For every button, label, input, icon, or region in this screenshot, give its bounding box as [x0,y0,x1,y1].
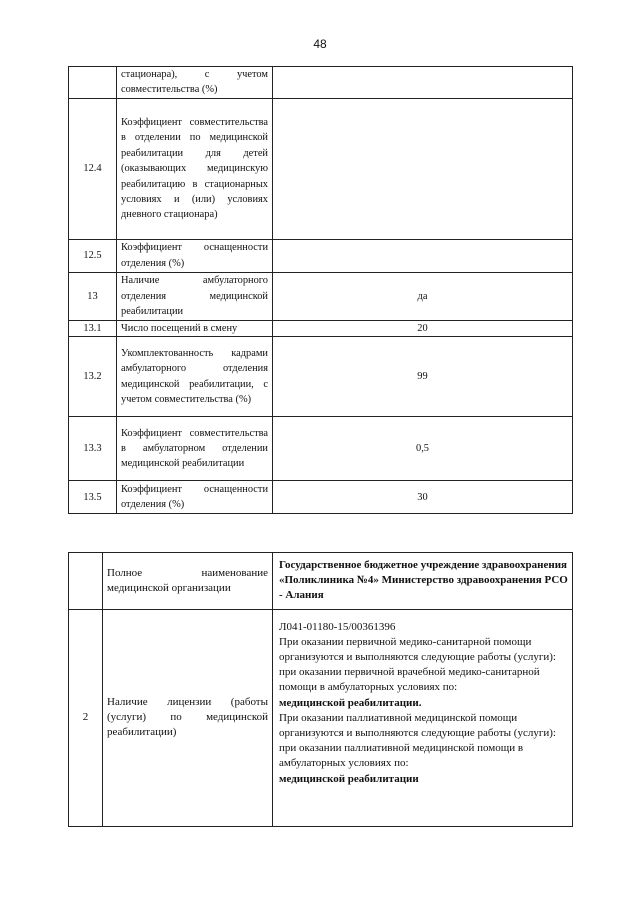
license-service: медицинской реабилитации [279,772,419,785]
row-number: 13 [69,272,117,320]
table-row [69,98,573,239]
row-label: Наличие амбулаторного отделения медицинской реабилитации [117,272,273,320]
row-label: Коэффициент оснащенности отделения (%) [117,239,273,272]
row-value: 99 [273,337,573,417]
row-number [69,553,103,610]
table-row [69,67,573,99]
row-number: 13.5 [69,481,117,514]
row-label: стационара), с учетом совместительства (%) [117,67,273,99]
row-label: Число посещений в смену [117,320,273,336]
table-row [69,239,573,272]
license-paragraph: При оказании первичной медико-санитарной помощи организуются и выполняются следующие работы (услуги): [279,635,556,664]
row-label: Наличие лицензии (работы (услуги) по медицинской реабилитации) [103,609,273,826]
table-row [69,609,573,826]
row-label: Коэффициент совместительства в отделении по медицинской реабилитации для детей (оказывающих медицинскую реабилитацию в стационарных условиях и (или) условиях дневного стационара) [117,98,273,239]
table-row [69,553,573,610]
row-number: 12.5 [69,239,117,272]
license-details [273,609,573,826]
table-row [69,417,573,481]
row-number: 13.2 [69,337,117,417]
row-value: 30 [273,481,573,514]
row-number: 12.4 [69,98,117,239]
row-label: Коэффициент оснащенности отделения (%) [117,481,273,514]
row-value: 20 [273,320,573,336]
license-service: медицинской реабилитации. [279,696,422,709]
license-number: Л041-01180-15/00361396 [279,620,396,633]
rehab-indicators-table [68,66,573,514]
row-value [273,239,573,272]
organization-license-table [68,552,573,827]
organization-name: Государственное бюджетное учреждение здравоохранения «Поликлиника №4» Министерство здравоохранения РСО - Алания [273,553,573,610]
page-number: 48 [313,37,327,51]
table-row [69,320,573,336]
table-row [69,337,573,417]
license-paragraph: при оказании паллиативной медицинской помощи в амбулаторных условиях по: [279,742,524,770]
row-number [69,67,117,99]
license-paragraph: при оказании первичной врачебной медико-санитарной помощи в амбулаторных условиях по: [279,666,540,694]
row-label: Укомплектованность кадрами амбулаторного отделения медицинской реабилитации, с учетом совместительства (%) [117,337,273,417]
row-number: 13.1 [69,320,117,336]
row-value: 0,5 [273,417,573,481]
row-value [273,67,573,99]
row-value [273,98,573,239]
row-number: 13.3 [69,417,117,481]
row-label: Коэффициент совместительства в амбулаторном отделении медицинской реабилитации [117,417,273,481]
row-label: Полное наименование медицинской организации [103,553,273,610]
table-row [69,481,573,514]
row-value: да [273,272,573,320]
license-paragraph: При оказании паллиативной медицинской помощи организуются и выполняются следующие работы (услуги): [279,711,556,740]
row-number: 2 [69,609,103,826]
table-row [69,272,573,320]
